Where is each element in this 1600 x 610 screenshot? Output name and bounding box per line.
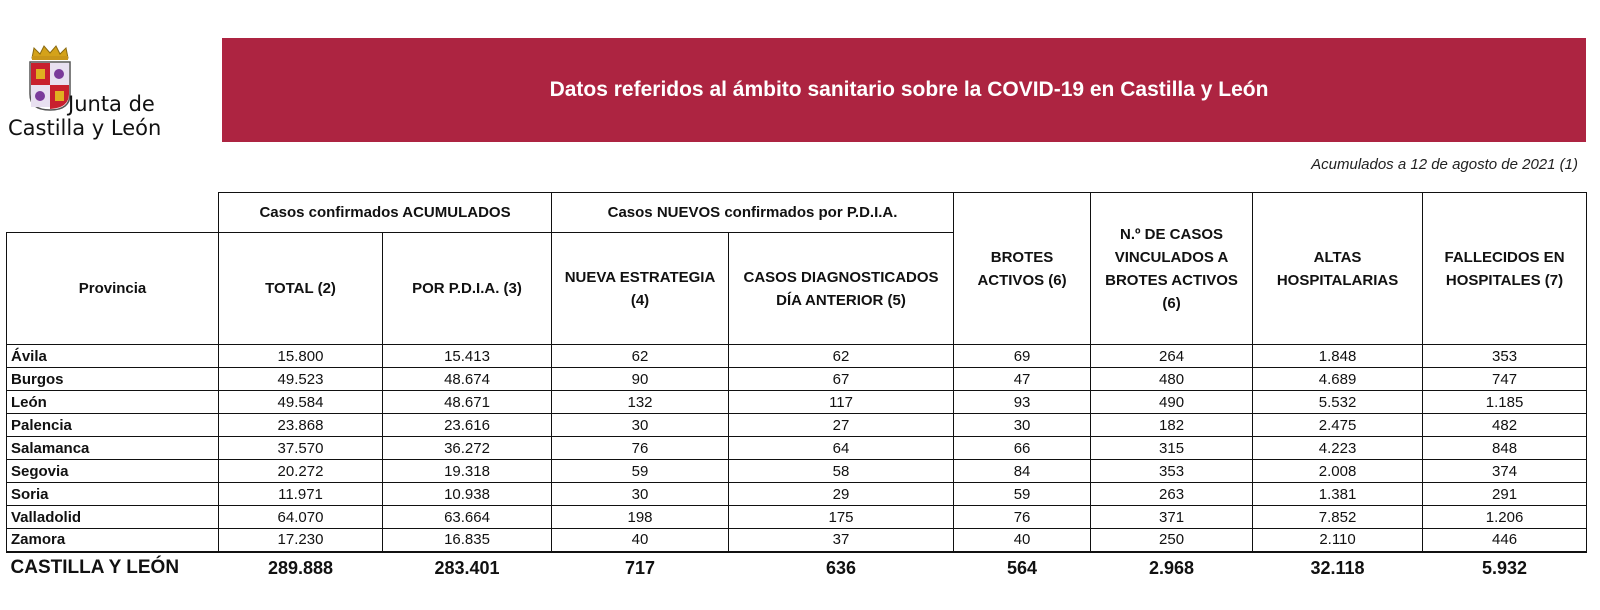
cell-pdia: 48.671 <box>383 391 552 414</box>
table-body <box>7 345 1587 584</box>
col-header-provincia: Provincia <box>7 233 219 345</box>
blank-corner <box>7 193 219 233</box>
cell-brotes: 93 <box>954 391 1091 414</box>
cell-pdia: 36.272 <box>383 437 552 460</box>
cell-diag: 62 <box>729 345 954 368</box>
cell-fall: 291 <box>1423 483 1587 506</box>
cell-pdia: 15.413 <box>383 345 552 368</box>
cell-nueva: 132 <box>552 391 729 414</box>
col-header-altas: ALTAS HOSPITALARIAS <box>1253 193 1423 345</box>
cell-fall: 1.185 <box>1423 391 1587 414</box>
total-row <box>7 552 1587 584</box>
total-brotes: 564 <box>954 552 1091 584</box>
table-row <box>7 391 1587 414</box>
cell-pdia: 16.835 <box>383 529 552 552</box>
date-subtitle: Acumulados a 12 de agosto de 2021 (1) <box>1311 156 1578 173</box>
cell-vinc: 264 <box>1091 345 1253 368</box>
cell-total: 49.523 <box>219 368 383 391</box>
cell-vinc: 490 <box>1091 391 1253 414</box>
cell-nueva: 59 <box>552 460 729 483</box>
title-banner <box>222 38 1586 142</box>
cell-diag: 175 <box>729 506 954 529</box>
cell-altas: 4.689 <box>1253 368 1423 391</box>
total-total: 289.888 <box>219 552 383 584</box>
junta-logo <box>8 42 178 142</box>
cell-brotes: 30 <box>954 414 1091 437</box>
cell-vinc: 263 <box>1091 483 1253 506</box>
table-row <box>7 460 1587 483</box>
col-header-brotes: BROTES ACTIVOS (6) <box>954 193 1091 345</box>
cell-provincia: León <box>7 391 219 414</box>
coat-of-arms-icon <box>28 60 72 112</box>
cell-brotes: 69 <box>954 345 1091 368</box>
cell-nueva: 90 <box>552 368 729 391</box>
cell-nueva: 62 <box>552 345 729 368</box>
cell-vinc: 353 <box>1091 460 1253 483</box>
cell-pdia: 48.674 <box>383 368 552 391</box>
total-pdia: 283.401 <box>383 552 552 584</box>
cell-fall: 374 <box>1423 460 1587 483</box>
crown-icon <box>30 44 70 60</box>
cell-fall: 747 <box>1423 368 1587 391</box>
total-nueva: 717 <box>552 552 729 584</box>
logo-text-line1: Junta de <box>68 92 155 116</box>
cell-diag: 117 <box>729 391 954 414</box>
cell-fall: 482 <box>1423 414 1587 437</box>
total-altas: 32.118 <box>1253 552 1423 584</box>
cell-vinc: 371 <box>1091 506 1253 529</box>
cell-brotes: 84 <box>954 460 1091 483</box>
cell-nueva: 30 <box>552 483 729 506</box>
total-fall: 5.932 <box>1423 552 1587 584</box>
cell-pdia: 23.616 <box>383 414 552 437</box>
covid-data-table <box>6 192 1587 584</box>
cell-provincia: Burgos <box>7 368 219 391</box>
col-header-fallecidos: FALLECIDOS EN HOSPITALES (7) <box>1423 193 1587 345</box>
cell-provincia: Zamora <box>7 529 219 552</box>
cell-nueva: 30 <box>552 414 729 437</box>
table-row <box>7 437 1587 460</box>
cell-total: 37.570 <box>219 437 383 460</box>
cell-vinc: 250 <box>1091 529 1253 552</box>
cell-diag: 58 <box>729 460 954 483</box>
cell-altas: 7.852 <box>1253 506 1423 529</box>
cell-provincia: Salamanca <box>7 437 219 460</box>
col-header-casos-diagnosticados: CASOS DIAGNOSTICADOS DÍA ANTERIOR (5) <box>729 233 954 345</box>
cell-fall: 848 <box>1423 437 1587 460</box>
cell-altas: 5.532 <box>1253 391 1423 414</box>
cell-altas: 2.008 <box>1253 460 1423 483</box>
cell-provincia: Valladolid <box>7 506 219 529</box>
cell-diag: 29 <box>729 483 954 506</box>
col-header-nueva-estrategia: NUEVA ESTRATEGIA (4) <box>552 233 729 345</box>
cell-total: 20.272 <box>219 460 383 483</box>
cell-diag: 37 <box>729 529 954 552</box>
cell-diag: 27 <box>729 414 954 437</box>
cell-total: 11.971 <box>219 483 383 506</box>
cell-brotes: 40 <box>954 529 1091 552</box>
table-row <box>7 506 1587 529</box>
cell-altas: 2.110 <box>1253 529 1423 552</box>
cell-altas: 1.848 <box>1253 345 1423 368</box>
cell-nueva: 198 <box>552 506 729 529</box>
cell-total: 64.070 <box>219 506 383 529</box>
col-header-vinculados: N.º DE CASOS VINCULADOS A BROTES ACTIVOS (6) <box>1091 193 1253 345</box>
cell-fall: 353 <box>1423 345 1587 368</box>
total-label: CASTILLA Y LEÓN <box>7 552 219 584</box>
cell-altas: 4.223 <box>1253 437 1423 460</box>
cell-altas: 2.475 <box>1253 414 1423 437</box>
cell-total: 17.230 <box>219 529 383 552</box>
cell-diag: 64 <box>729 437 954 460</box>
cell-total: 49.584 <box>219 391 383 414</box>
cell-provincia: Palencia <box>7 414 219 437</box>
total-diag: 636 <box>729 552 954 584</box>
table-row <box>7 414 1587 437</box>
cell-fall: 1.206 <box>1423 506 1587 529</box>
cell-vinc: 480 <box>1091 368 1253 391</box>
cell-pdia: 10.938 <box>383 483 552 506</box>
cell-nueva: 76 <box>552 437 729 460</box>
cell-pdia: 19.318 <box>383 460 552 483</box>
table-row <box>7 529 1587 552</box>
cell-total: 15.800 <box>219 345 383 368</box>
table-row <box>7 483 1587 506</box>
cell-diag: 67 <box>729 368 954 391</box>
col-header-total: TOTAL (2) <box>219 233 383 345</box>
cell-provincia: Segovia <box>7 460 219 483</box>
cell-provincia: Soria <box>7 483 219 506</box>
page-title: Datos referidos al ámbito sanitario sobre la COVID-19 en Castilla y León <box>549 78 1269 101</box>
cell-brotes: 76 <box>954 506 1091 529</box>
table-row <box>7 368 1587 391</box>
cell-brotes: 59 <box>954 483 1091 506</box>
total-vinc: 2.968 <box>1091 552 1253 584</box>
logo-text-line2: Castilla y León <box>8 116 162 140</box>
cell-pdia: 63.664 <box>383 506 552 529</box>
group-header-nuevos: Casos NUEVOS confirmados por P.D.I.A. <box>552 193 954 233</box>
cell-provincia: Ávila <box>7 345 219 368</box>
cell-vinc: 315 <box>1091 437 1253 460</box>
table-row <box>7 345 1587 368</box>
cell-fall: 446 <box>1423 529 1587 552</box>
cell-altas: 1.381 <box>1253 483 1423 506</box>
cell-brotes: 47 <box>954 368 1091 391</box>
group-header-acumulados: Casos confirmados ACUMULADOS <box>219 193 552 233</box>
cell-nueva: 40 <box>552 529 729 552</box>
cell-total: 23.868 <box>219 414 383 437</box>
col-header-pdia: POR P.D.I.A. (3) <box>383 233 552 345</box>
cell-vinc: 182 <box>1091 414 1253 437</box>
cell-brotes: 66 <box>954 437 1091 460</box>
